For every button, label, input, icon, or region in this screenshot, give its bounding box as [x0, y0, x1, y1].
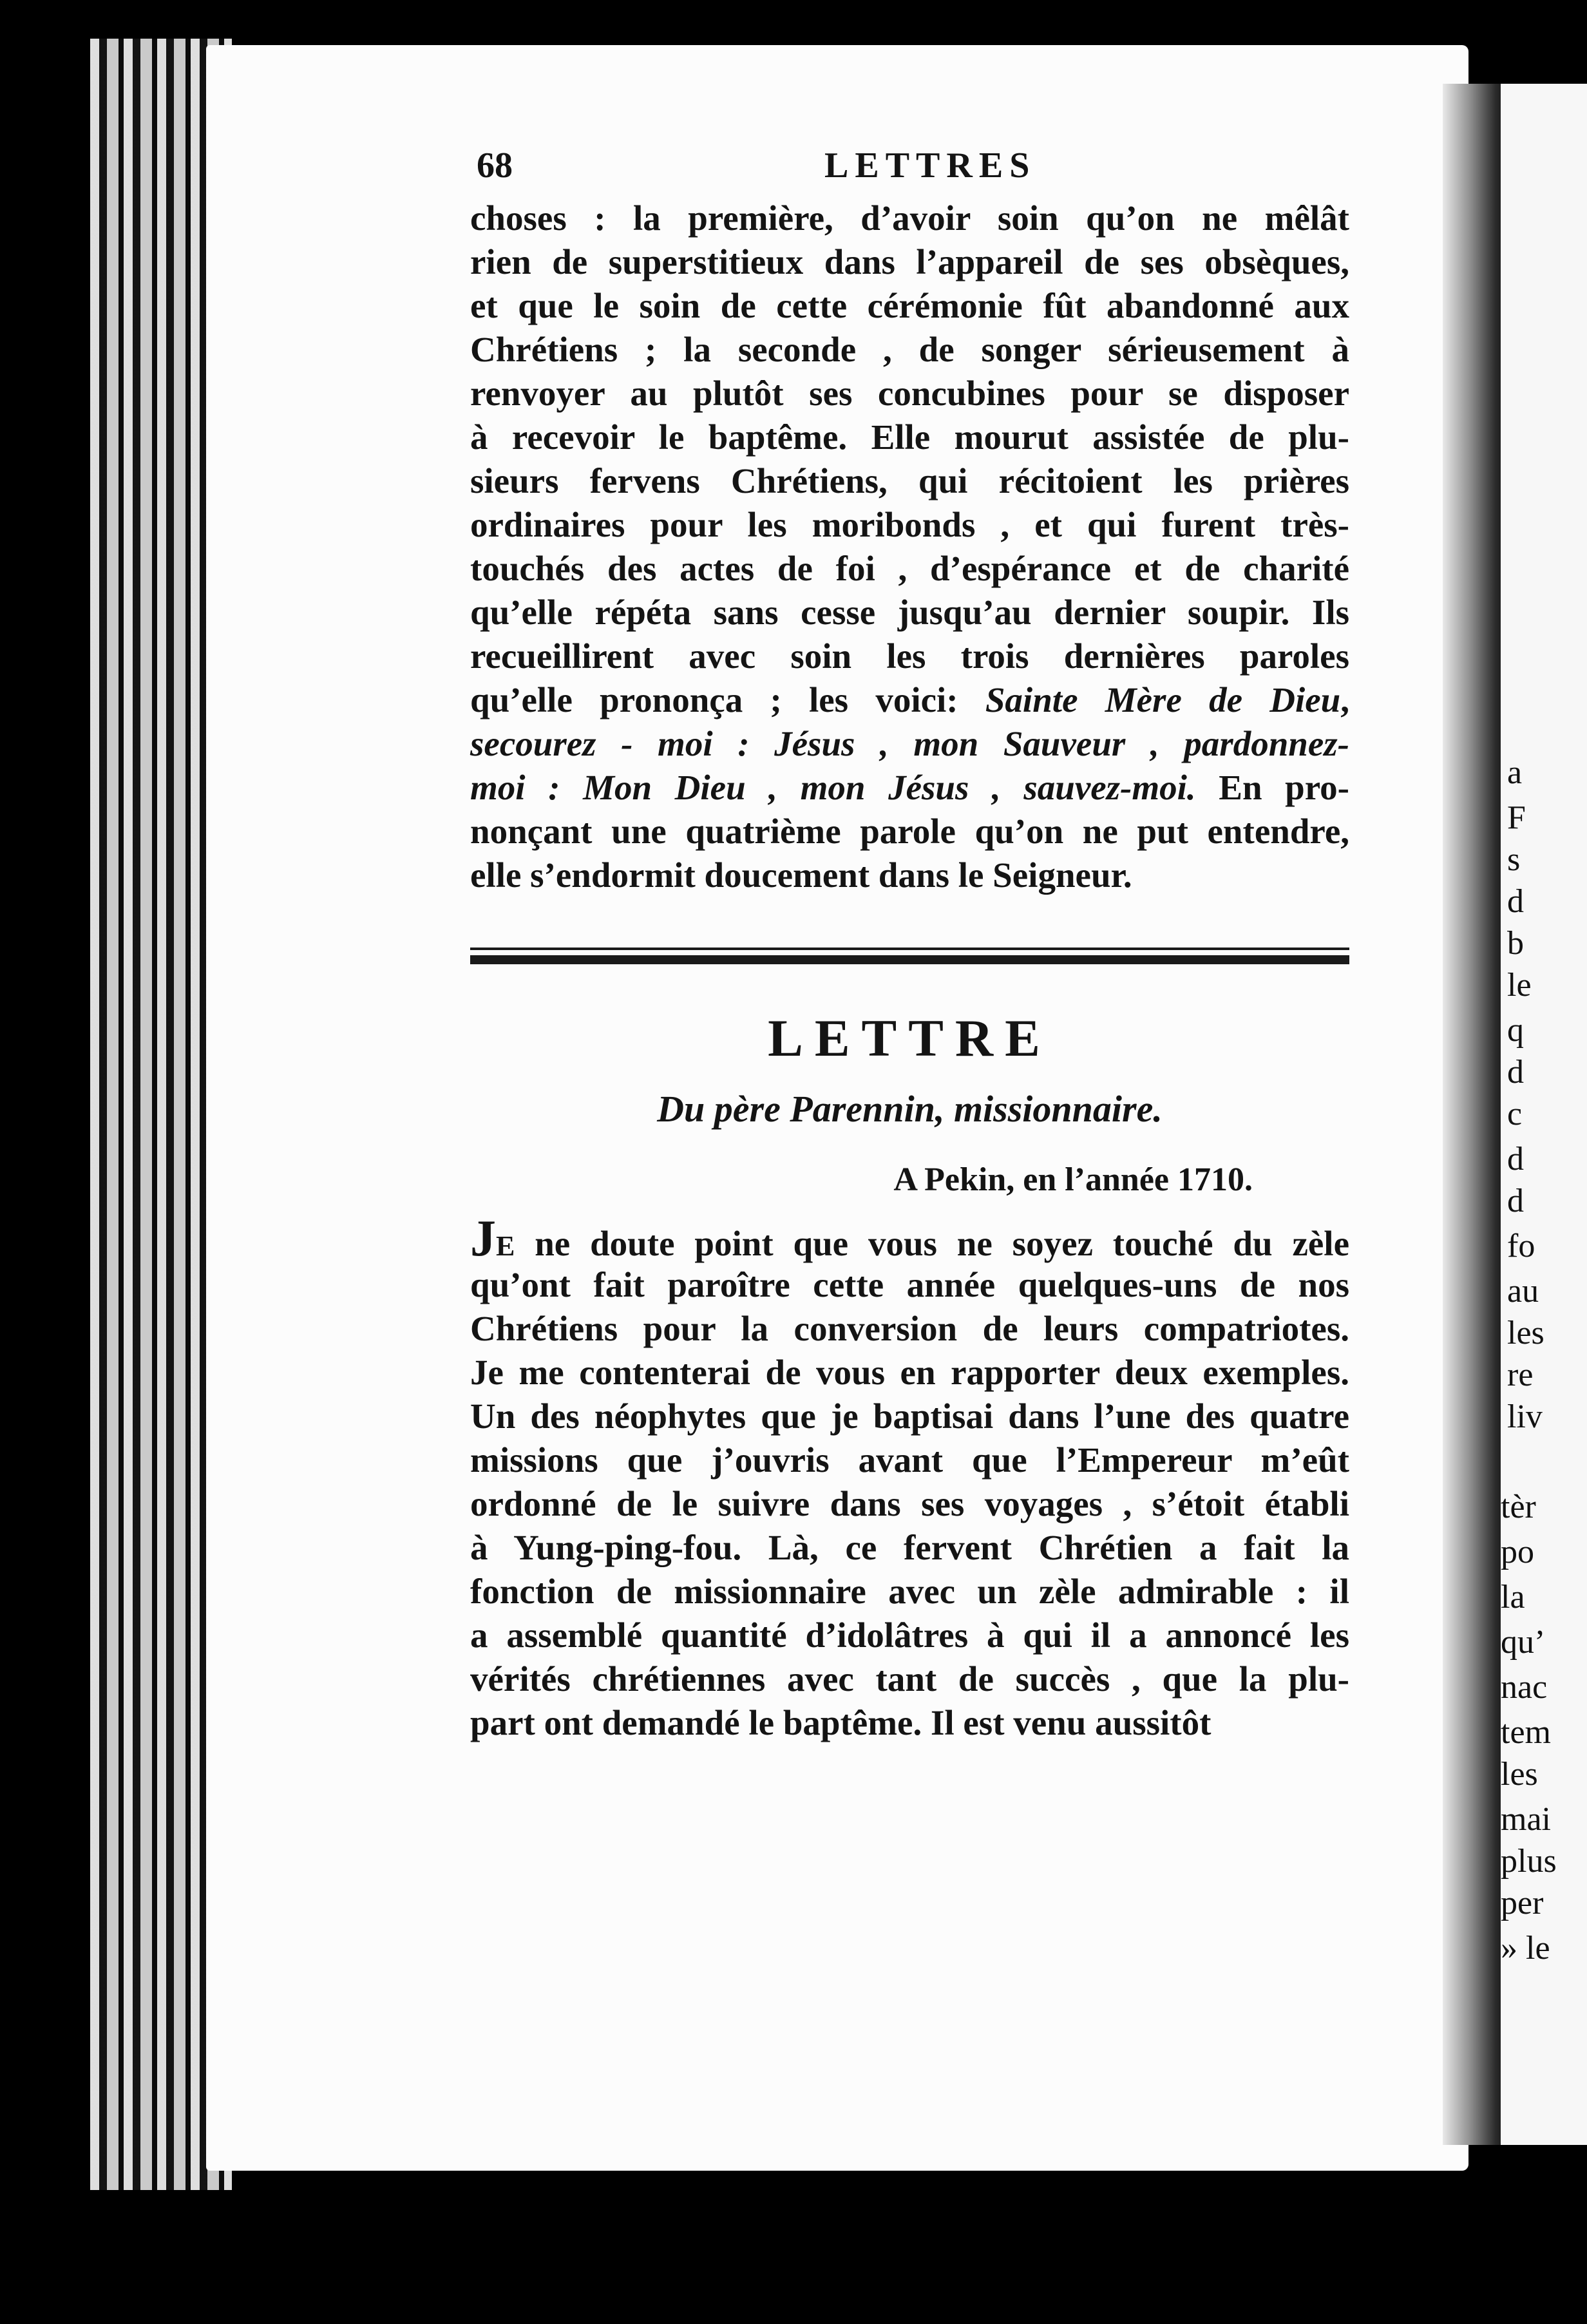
facing-page-text-fragment: b — [1507, 925, 1524, 962]
text-line: qu’ont fait paroître cette année quelques-uns de nos — [470, 1265, 1349, 1304]
letter-lines — [470, 1263, 1349, 1745]
facing-page-text-fragment: tèr — [1501, 1489, 1536, 1525]
text-line: qu’elle prononça ; les voici: Sainte Mère de Dieu, — [470, 680, 1349, 719]
facing-page-fragment — [1501, 84, 1587, 2145]
facing-page-text-fragment: F — [1507, 799, 1526, 836]
facing-page-text-fragment: qu’ — [1501, 1624, 1546, 1661]
text-line: recueillirent avec soin les trois dernières paroles — [470, 636, 1349, 676]
facing-page-text-fragment: la — [1501, 1579, 1525, 1615]
facing-page-text-fragment: d — [1507, 1054, 1524, 1091]
text-line: vérités chrétiennes avec tant de succès , que la plu- — [470, 1659, 1349, 1699]
drop-cap: J — [470, 1210, 496, 1267]
facing-page-text-fragment: liv — [1507, 1398, 1543, 1435]
facing-page-text-fragment: a — [1507, 754, 1523, 791]
facing-page-text-fragment: plus — [1501, 1843, 1557, 1880]
facing-page-text-fragment: tem — [1501, 1714, 1551, 1751]
text-line: ordonné de le suivre dans ses voyages , s’étoit établi — [470, 1484, 1349, 1523]
text-line: qu’elle répéta sans cesse jusqu’au dernier soupir. Ils — [470, 593, 1349, 632]
text-line: secourez - moi : Jésus , mon Sauveur , pardonnez- — [470, 724, 1349, 763]
facing-page-text-fragment: d — [1507, 1141, 1524, 1177]
letter-title: LETTRE — [768, 1009, 1052, 1067]
text-line-first: JE ne doute point que vous ne soyez touché du zèle — [470, 1210, 1349, 1267]
text-line: fonction de missionnaire avec un zèle admirable : il — [470, 1572, 1349, 1611]
facing-page-text-fragment: d — [1507, 1183, 1524, 1219]
section-divider-rule — [470, 948, 1349, 967]
facing-page-text-fragment: po — [1501, 1534, 1534, 1570]
text-line: sieurs fervens Chrétiens, qui récitoient les prières — [470, 461, 1349, 500]
facing-page-text-fragment: s — [1507, 841, 1521, 878]
text-line: missions que j’ouvris avant que l’Empereur m’eût — [470, 1440, 1349, 1480]
facing-page-text-fragment: le — [1507, 967, 1532, 1004]
text-line: à Yung-ping-fou. Là, ce fervent Chrétien a fait la — [470, 1528, 1349, 1567]
text-line: Un des néophytes que je baptisai dans l’une des quatre — [470, 1396, 1349, 1436]
running-title: LETTRES — [824, 146, 1036, 186]
text-line: rien de superstitieux dans l’appareil de ses obsèques, — [470, 242, 1349, 281]
facing-page-text-fragment: » le — [1501, 1930, 1550, 1967]
small-cap: E — [496, 1230, 515, 1262]
text-line: ordinaires pour les moribonds , et qui furent très- — [470, 505, 1349, 544]
text-line: et que le soin de cette cérémonie fût abandonné aux — [470, 286, 1349, 325]
facing-page-text-fragment: au — [1507, 1273, 1539, 1310]
facing-page-text-fragment: fo — [1507, 1228, 1535, 1264]
text-line: a assemblé quantité d’idolâtres à qui il a annoncé les — [470, 1615, 1349, 1655]
facing-page-text-fragment: q — [1507, 1012, 1524, 1049]
facing-page-text-fragment: c — [1507, 1096, 1523, 1132]
text-line: touchés des actes de foi , d’espérance et de charité — [470, 549, 1349, 588]
facing-page-text-fragment: les — [1507, 1315, 1544, 1351]
text-line: renvoyer au plutôt ses concubines pour se disposer — [470, 374, 1349, 413]
facing-page-text-fragment: nac — [1501, 1669, 1548, 1706]
text-line: Je me contenterai de vous en rapporter deux exemples. — [470, 1353, 1349, 1392]
text-line: Chrétiens pour la conversion de leurs compatriotes. — [470, 1309, 1349, 1348]
facing-page-text-fragment: re — [1507, 1357, 1534, 1393]
running-header — [470, 145, 1349, 196]
letter-dateline: A Pekin, en l’année 1710. — [893, 1161, 1253, 1198]
text-line: elle s’endormit doucement dans le Seigneur. — [470, 855, 1132, 895]
text-line: part ont demandé le baptême. Il est venu aussitôt — [470, 1703, 1212, 1742]
text-line: à recevoir le baptême. Elle mourut assistée de plu- — [470, 417, 1349, 457]
facing-page-text-fragment: mai — [1501, 1801, 1551, 1838]
letter-body — [470, 1210, 1349, 1745]
facing-page-text-fragment: per — [1501, 1885, 1544, 1921]
text-line: nonçant une quatrième parole qu’on ne put entendre, — [470, 812, 1349, 851]
text-line: moi : Mon Dieu , mon Jésus , sauvez-moi. En pro- — [470, 768, 1349, 807]
text-line: choses : la première, d’avoir soin qu’on ne mêlât — [470, 198, 1349, 238]
page-number: 68 — [477, 146, 513, 186]
facing-page-text-fragment: les — [1501, 1756, 1538, 1793]
text-line: Chrétiens ; la seconde , de songer sérieusement à — [470, 330, 1349, 369]
letter-subtitle: Du père Parennin, missionnaire. — [657, 1088, 1163, 1130]
text-column — [470, 145, 1349, 1745]
facing-page-text-fragment: d — [1507, 883, 1524, 920]
paragraph-continuation — [470, 196, 1349, 678]
